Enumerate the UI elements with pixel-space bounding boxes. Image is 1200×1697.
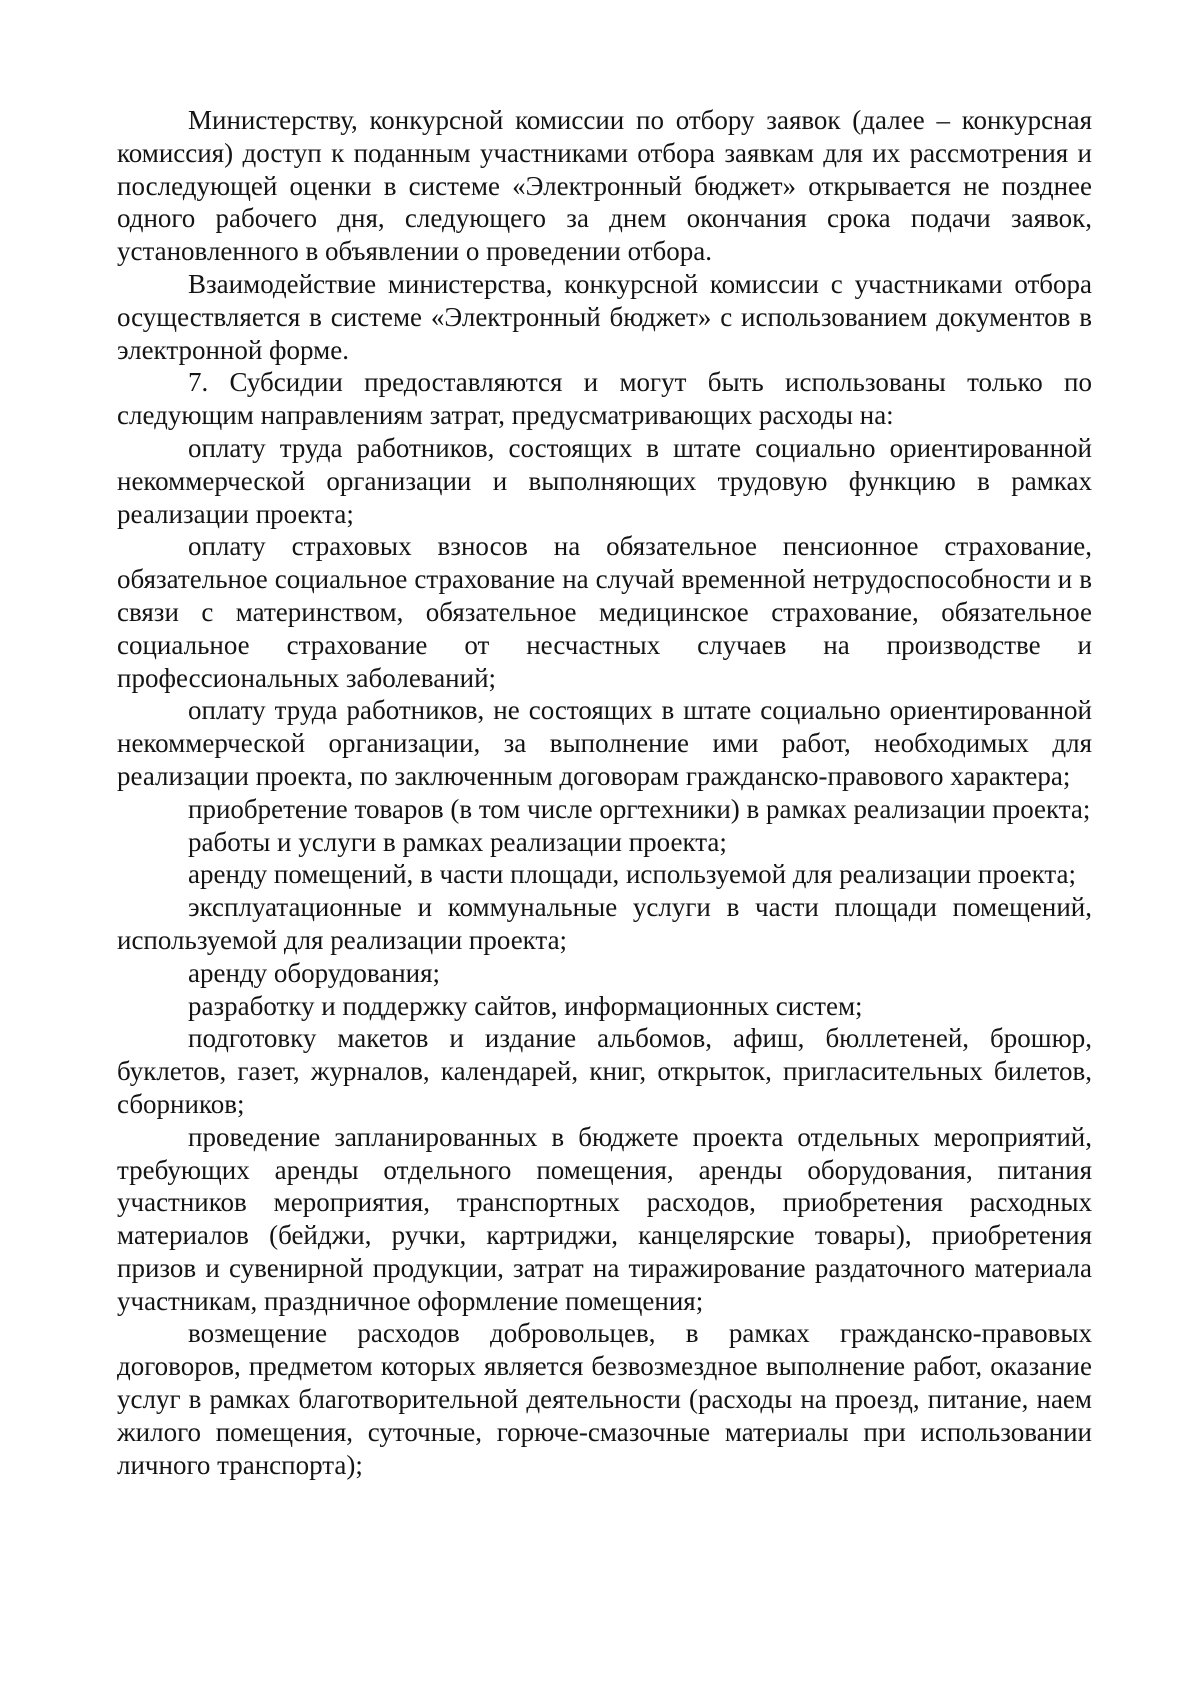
list-item-premises-rent: аренду помещений, в части площади, используемой для реализации проекта; (188, 859, 1077, 890)
list-item-printing: подготовку макетов и издание альбомов, афиш, бюллетеней, брошюр, буклетов, газет, журналов, календарей, книг, открыток, пригласительных билетов, сборников; (117, 1023, 1092, 1119)
list-item-utilities: эксплуатационные и коммунальные услуги в части площади помещений, используемой для реализации проекта; (117, 892, 1092, 955)
paragraph-item-7: 7. Субсидии предоставляются и могут быть использованы только по следующим направлениям затрат, предусматривающих расходы на: (117, 367, 1092, 431)
paragraph-interaction: Взаимодействие министерства, конкурсной комиссии с участниками отбора осуществляется в системе «Электронный бюджет» с использованием документов в электронной форме. (117, 268, 1092, 365)
document-page (117, 104, 1092, 1481)
list-item-volunteers: возмещение расходов добровольцев, в рамках гражданско-правовых договоров, предметом которых является безвозмездное выполнение работ, оказание услуг в рамках благотворительной деятельности (расходы на проезд, питание, наем жилого помещения, суточные, горюче-смазочные материалы при использовании личного транспорта); (117, 1318, 1092, 1480)
list-item-equipment-rent: аренду оборудования; (188, 957, 441, 988)
list-item-contract-salary: оплату труда работников, не состоящих в штате социально ориентированной некоммерческой организации, за выполнение ими работ, необходимых для реализации проекта, по заключенным договорам гражданско-правового характера; (117, 695, 1092, 791)
list-item-websites: разработку и поддержку сайтов, информационных систем; (188, 990, 863, 1021)
paragraph-access-to-applications: Министерству, конкурсной комиссии по отбору заявок (далее – конкурсная комиссия) доступ к поданным участниками отбора заявкам для их рассмотрения и последующей оценки в системе «Электронный бюджет» открывается не позднее одного рабочего дня, следующего за днем окончания срока подачи заявок, установленного в объявлении о проведении отбора. (117, 105, 1092, 267)
list-item-events: проведение запланированных в бюджете проекта отдельных мероприятий, требующих аренды отдельного помещения, аренды оборудования, питания участников мероприятия, транспортных расходов, приобретения расходных материалов (бейджи, ручки, картриджи, канцелярские товары), приобретения призов и сувенирной продукции, затрат на тиражирование раздаточного материала участникам, праздничное оформление помещения; (117, 1121, 1092, 1316)
list-item-services: работы и услуги в рамках реализации проекта; (188, 826, 727, 857)
list-item-goods: приобретение товаров (в том числе оргтехники) в рамках реализации проекта; (188, 793, 1091, 824)
list-item-insurance: оплату страховых взносов на обязательное пенсионное страхование, обязательное социальное страхование на случай временной нетрудоспособности и в связи с материнством, обязательное медицинское страхование, обязательное социальное страхование от несчастных случаев на производстве и профессиональных заболеваний; (117, 531, 1092, 693)
list-item-staff-salary: оплату труда работников, состоящих в штате социально ориентированной некоммерческой организации и выполняющих трудовую функцию в рамках реализации проекта; (117, 432, 1092, 529)
